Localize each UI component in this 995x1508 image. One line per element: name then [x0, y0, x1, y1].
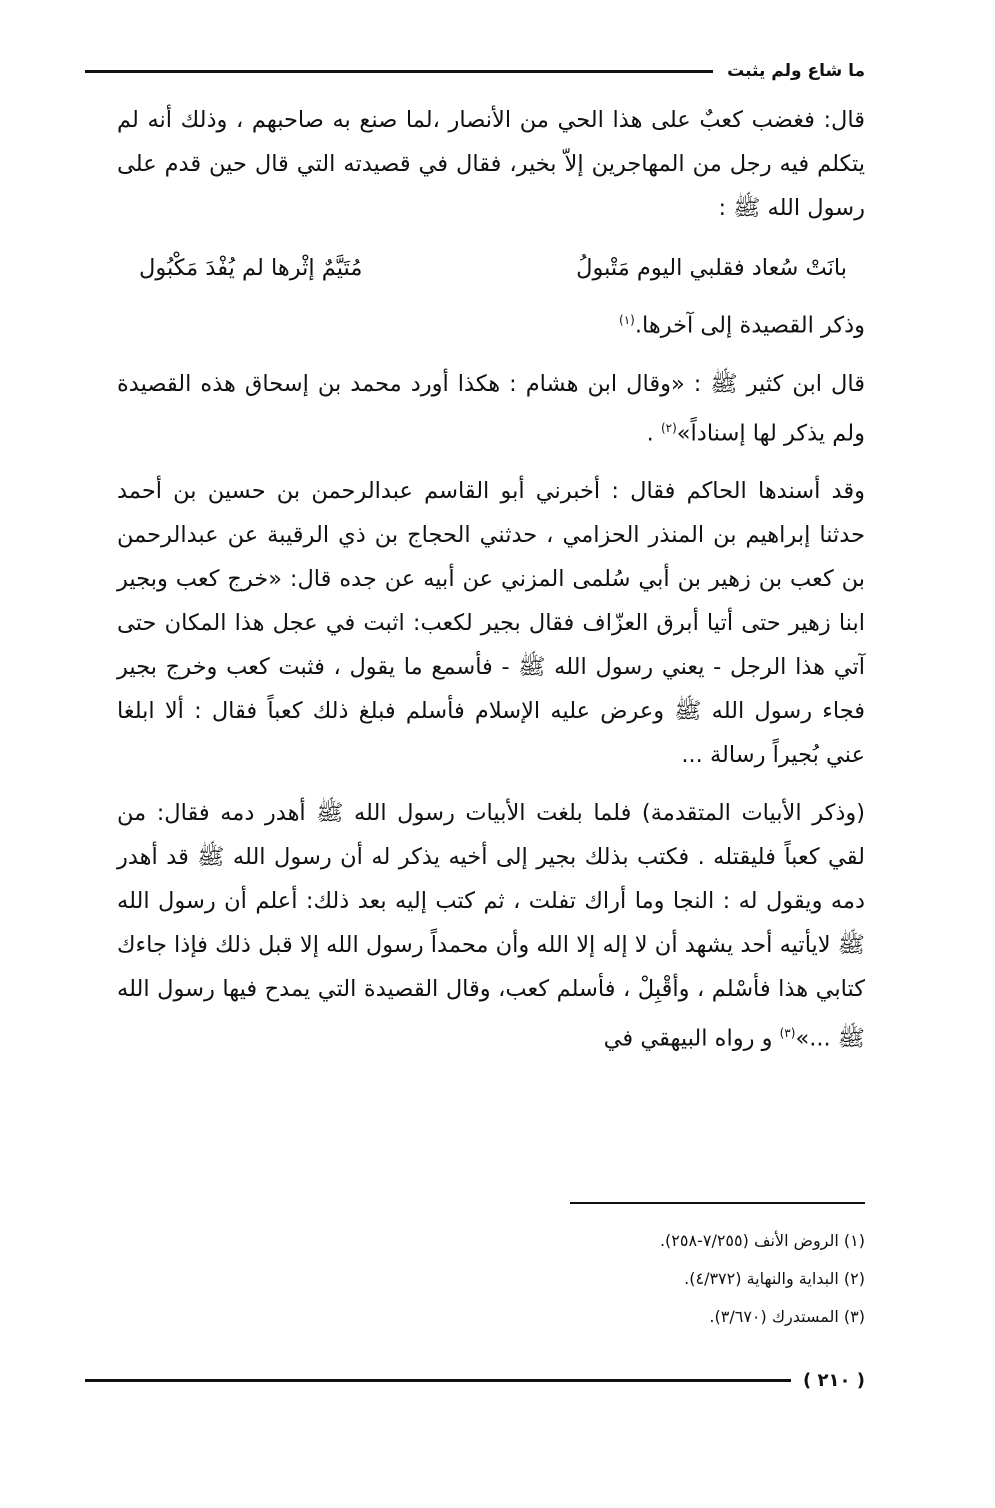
- paragraph-5: [117, 791, 865, 1061]
- paragraph-4: وقد أسندها الحاكم فقال : أخبرني أبو القاسم عبدالرحمن بن حسين بن أحمد حدثنا إبراهيم بن المنذر الحزامي ، حدثني الحجاج بن ذي الرقيبة عن عبدالرحمن بن كعب بن زهير بن أبي سُلمى المزني عن أبيه عن جده قال: «خرج كعب وبجير ابنا زهير حتى أتيا أبرق العزّاف فقال بجير لكعب: اثبت في عجل هذا المكان حتى آتي هذا الرجل - يعني رسول الله ﷺ - فأسمع ما يقول ، فثبت كعب وخرج بجير فجاء رسول الله ﷺ وعرض عليه الإسلام فأسلم فبلغ ذلك كعباً فقال : ألا ابلغا عني بُجيراً رسالة ...: [117, 478, 865, 768]
- footnote-1: (١) الروض الأنف (٧/٢٥٥-٢٥٨).: [659, 1231, 865, 1250]
- header-rule: [85, 70, 713, 73]
- paragraph-3: [117, 362, 865, 456]
- page-header: [85, 56, 865, 86]
- paragraph-3-end: .: [646, 420, 661, 446]
- footnote-3: (٣) المستدرك (٣/٦٧٠).: [709, 1307, 865, 1326]
- poem-second-hemistich: مُتَيَّمٌ إثْرها لم يُفْدَ مَكْبُول: [139, 255, 363, 281]
- paragraph-2: [117, 298, 865, 348]
- page-number: ( ٢١٠ ): [803, 1369, 865, 1391]
- footnote-ref-1: (١): [619, 313, 635, 327]
- footnote-separator: [570, 1202, 865, 1204]
- paragraph-3-text: قال ابن كثير ﷺ : «وقال ابن هشام : هكذا أورد محمد بن إسحاق هذه القصيدة ولم يذكر لها إسناداً»: [117, 370, 865, 446]
- poem-verse: [117, 246, 865, 290]
- paragraph-5-end: و رواه البيهقي في: [603, 1025, 780, 1052]
- footnote-ref-3: (٣): [779, 1026, 796, 1040]
- page-footer: [85, 1366, 865, 1394]
- footnote-2: (٢) البداية والنهاية (٤/٣٧٢).: [684, 1269, 865, 1288]
- footnotes: [117, 1222, 865, 1336]
- poem-first-hemistich: بانَتْ سُعاد فقلبي اليوم مَتْبولُ: [576, 255, 847, 281]
- paragraph-5-text: (وذكر الأبيات المتقدمة) فلما بلغت الأبيات رسول الله ﷺ أهدر دمه فقال: من لقي كعباً فليقتله . فكتب بذلك بجير إلى أخيه يذكر له أن رسول الله ﷺ قد أهدر دمه ويقول له : النجا وما أراك تفلت ، ثم كتب إليه بعد ذلك: أعلم أن رسول الله ﷺ لايأتيه أحد يشهد أن لا إله إلا الله وأن محمداً رسول الله إلا قبل ذلك فإذا جاءك كتابي هذا فأسْلم ، وأقْبِلْ ، فأسلم كعب، وقال القصيدة التي يمدح فيها رسول الله ﷺ ...»: [117, 800, 865, 1052]
- footnote-ref-2: (٢): [660, 420, 677, 435]
- footer-rule: [85, 1379, 791, 1382]
- main-text: [117, 98, 865, 1061]
- running-title: ما شاع ولم يثبت: [727, 61, 865, 81]
- paragraph-2-text: وذكر القصيدة إلى آخرها.: [634, 312, 865, 339]
- paragraph-1: قال: فغضب كعبٌ على هذا الحي من الأنصار ،لما صنع به صاحبهم ، وذلك أنه لم يتكلم فيه رجل من المهاجرين إلاّ بخير، فقال في قصيدته التي قال حين قدم على رسول الله ﷺ :: [117, 107, 865, 221]
